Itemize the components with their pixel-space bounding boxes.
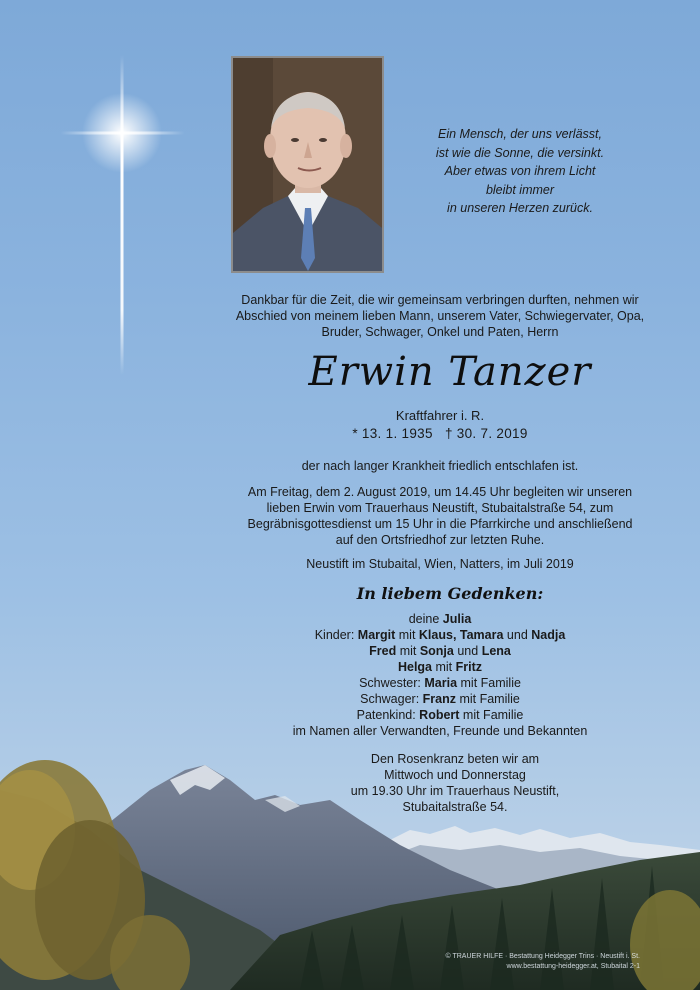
poem-line: Aber etwas von ihrem Licht [444, 164, 596, 178]
poem [400, 125, 640, 218]
deceased-name: Erwin Tanzer [308, 349, 592, 395]
mourners-list [180, 611, 700, 739]
glowing-cross-icon [60, 55, 185, 375]
intro-text [180, 292, 700, 340]
funeral-line: Begräbnisgottesdienst um 15 Uhr in die Pfarrkirche und anschließend [247, 517, 633, 531]
footer-line: www.bestattung-heidegger.at, Stubaital 2-1 [506, 963, 640, 970]
mourner-child: Helga mit Fritz [397, 660, 483, 674]
life-dates: * 13. 1. 1935 † 30. 7. 2019 [352, 426, 528, 441]
mourner-sister: Schwester: Maria mit Familie [359, 676, 521, 690]
poem-line: Ein Mensch, der uns verlässt, [438, 127, 602, 141]
mourner-children: Kinder: Margit mit Klaus, Tamara und Nadja [314, 628, 566, 642]
rosary-line: Den Rosenkranz beten wir am [370, 752, 540, 766]
footer-credit [400, 952, 640, 972]
footer-line: © TRAUER HILFE · Bestattung Heidegger Trins · Neustift i. St. [445, 953, 640, 960]
mourner-wife: deine Julia [408, 612, 472, 626]
funeral-line: lieben Erwin vom Trauerhaus Neustift, Stubaitalstraße 54, zum [266, 501, 614, 515]
poem-line: ist wie die Sonne, die versinkt. [435, 145, 605, 160]
rosary-line: Mittwoch und Donnerstag [384, 768, 526, 782]
place-date: Neustift im Stubaital, Wien, Natters, im Juli 2019 [306, 557, 574, 571]
deceased-portrait [231, 56, 384, 273]
rosary-info [300, 751, 610, 815]
intro-line: Dankbar für die Zeit, die wir gemeinsam verbringen durften, nehmen wir [241, 293, 639, 307]
profession: Kraftfahrer i. R. [395, 408, 485, 423]
poem-line: in unseren Herzen zurück. [447, 201, 593, 215]
rosary-line: um 19.30 Uhr im Trauerhaus Neustift, [350, 784, 560, 798]
mourner-godchild: Patenkind: Robert mit Familie [356, 708, 524, 722]
poem-line: bleibt immer [485, 182, 555, 197]
intro-line: Abschied von meinem lieben Mann, unserem Vater, Schwiegervater, Opa, [235, 309, 645, 323]
mourner-others: im Namen aller Verwandten, Freunde und Bekannten [292, 724, 588, 738]
funeral-line: Am Freitag, dem 2. August 2019, um 14.45 Uhr begleiten wir unseren [247, 485, 633, 499]
funeral-line: auf den Ortsfriedhof zur letzten Ruhe. [335, 533, 545, 547]
mourner-brother-in-law: Schwager: Franz mit Familie [360, 692, 520, 706]
rosary-line: Stubaitalstraße 54. [402, 800, 508, 814]
mourner-child: Fred mit Sonja und Lena [369, 644, 511, 658]
passing-text: der nach langer Krankheit friedlich entschlafen ist. [301, 459, 579, 473]
intro-line: Bruder, Schwager, Onkel und Paten, Herrn [321, 325, 559, 339]
memory-title: In liebem Gedenken: [356, 584, 544, 603]
funeral-details [180, 484, 700, 548]
